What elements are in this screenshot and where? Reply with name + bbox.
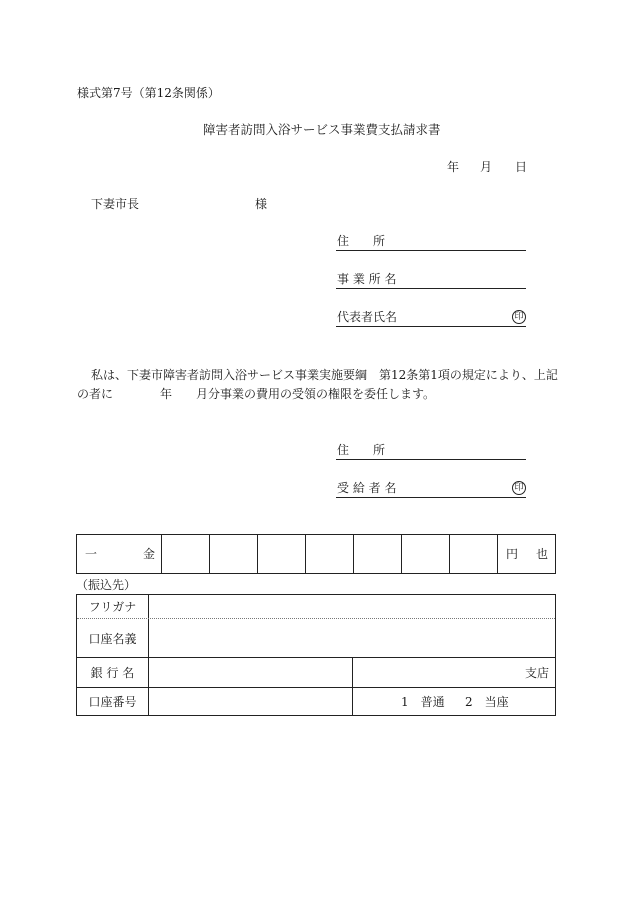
- furigana-field[interactable]: [149, 595, 555, 618]
- branch-field[interactable]: [353, 658, 555, 687]
- recipient-address-label: 住 所: [337, 443, 386, 457]
- amount-grid: [76, 534, 556, 574]
- body-year-label: 年: [160, 387, 173, 401]
- applicant-address-label: 住 所: [337, 234, 386, 248]
- amount-unit-right: 也: [536, 547, 549, 561]
- body-line-1: 私は、下妻市障害者訪問入浴サービス事業実施要綱 第12条第1項の規定により、上記: [91, 368, 558, 382]
- bank-name-label: 銀 行 名: [77, 658, 149, 687]
- amount-digit-cell[interactable]: [257, 535, 305, 573]
- amount-digit-cell[interactable]: [401, 535, 449, 573]
- furigana-label: フリガナ: [77, 595, 149, 618]
- transfer-heading: （振込先）: [76, 578, 137, 592]
- business-name-field[interactable]: [336, 288, 526, 289]
- applicant-address-field[interactable]: [336, 250, 526, 251]
- recipient-name-label: 受 給 者 名: [337, 481, 397, 495]
- account-type-cell: [353, 688, 555, 715]
- amount-label-left: 一: [85, 547, 98, 561]
- representative-name-label: 代表者氏名: [337, 310, 398, 324]
- account-number-field[interactable]: [149, 688, 353, 715]
- account-number-row: [77, 687, 555, 715]
- amount-unit-cell: [497, 535, 555, 573]
- account-name-field[interactable]: [149, 619, 555, 657]
- bank-name-row: [77, 657, 555, 687]
- date-day-label: 日: [515, 160, 528, 174]
- bank-table: [76, 594, 556, 716]
- form-number: 様式第7号（第12条関係）: [77, 86, 220, 100]
- amount-digit-cell[interactable]: [449, 535, 497, 573]
- body-line-2-end: 月分事業の費用の受領の権限を委任します。: [196, 387, 436, 401]
- account-name-row: [77, 618, 555, 657]
- account-number-label: 口座番号: [77, 688, 149, 715]
- account-name-label: 口座名義: [77, 619, 149, 657]
- addressee-honorific: 様: [255, 197, 268, 211]
- representative-name-field[interactable]: [336, 326, 526, 327]
- amount-digit-cell[interactable]: [305, 535, 353, 573]
- bank-name-field[interactable]: [149, 658, 353, 687]
- amount-unit-left: 円: [506, 547, 519, 561]
- addressee-name: 下妻市長: [91, 197, 140, 211]
- account-type-ordinary[interactable]: 1 普通: [401, 695, 445, 709]
- body-line-2-start: の者に: [77, 387, 114, 401]
- branch-label: 支店: [524, 666, 549, 680]
- recipient-seal-mark: 印: [512, 481, 526, 495]
- amount-digit-cell[interactable]: [353, 535, 401, 573]
- date-year-label: 年: [447, 160, 460, 174]
- amount-label-cell: [77, 535, 161, 573]
- business-name-label: 事 業 所 名: [337, 272, 397, 286]
- recipient-address-field[interactable]: [336, 459, 526, 460]
- amount-digit-cell[interactable]: [161, 535, 209, 573]
- amount-digit-cell[interactable]: [209, 535, 257, 573]
- furigana-row: [77, 595, 555, 618]
- document-title: 障害者訪問入浴サービス事業費支払請求書: [203, 122, 441, 137]
- date-month-label: 月: [480, 160, 493, 174]
- applicant-seal-mark: 印: [512, 310, 526, 324]
- amount-label-right: 金: [143, 547, 156, 561]
- recipient-name-field[interactable]: [336, 497, 526, 498]
- account-type-current[interactable]: 2 当座: [465, 695, 509, 709]
